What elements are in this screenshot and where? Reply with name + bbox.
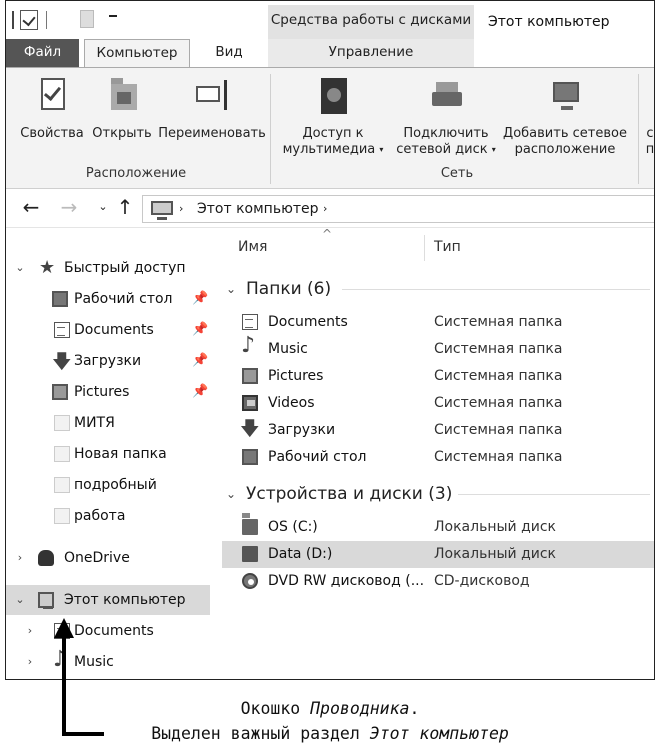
- desktop-icon: [242, 449, 258, 465]
- caption-line1-italic: Проводника: [310, 699, 410, 718]
- add-location-label-line2: расположение: [514, 142, 616, 157]
- list-item[interactable]: [222, 363, 655, 390]
- desktop-icon: [52, 291, 68, 307]
- computer-icon: [38, 592, 54, 608]
- navigation-pane: [6, 229, 210, 680]
- hard-drive-icon: [242, 546, 258, 562]
- open-icon: [102, 76, 142, 120]
- item-type: Локальный диск: [434, 546, 557, 562]
- nav-item-desktop[interactable]: [6, 284, 210, 314]
- picture-icon: [52, 384, 68, 400]
- nav-item-pc-music[interactable]: [6, 647, 210, 677]
- nav-item-label: OneDrive: [64, 550, 130, 566]
- document-icon: [242, 314, 258, 330]
- forward-arrow-icon[interactable]: →: [60, 195, 78, 219]
- explorer-window: [5, 0, 655, 680]
- document-icon: [54, 322, 70, 338]
- column-resize-handle[interactable]: [424, 235, 425, 261]
- nav-item-label: Music: [74, 654, 114, 670]
- item-type: CD-дисковод: [434, 573, 530, 589]
- chevron-right-icon[interactable]: ›: [27, 655, 33, 668]
- new-folder-quick-icon[interactable]: [80, 10, 94, 28]
- open-button[interactable]: [90, 76, 154, 142]
- nav-item-label: Documents: [74, 322, 154, 338]
- group-divider: [342, 289, 650, 290]
- group-label-location: Расположение: [85, 166, 187, 181]
- ribbon-group-divider: [270, 74, 271, 184]
- ribbon: [6, 67, 655, 189]
- up-arrow-icon[interactable]: ↑: [116, 195, 134, 219]
- tab-view[interactable]: Вид: [215, 44, 243, 60]
- group-label: Устройства и диски (3): [246, 484, 453, 504]
- item-name: Videos: [268, 395, 315, 411]
- address-bar: [6, 190, 655, 228]
- nav-item-label: Быстрый доступ: [64, 260, 186, 276]
- pin-icon[interactable]: 📌: [192, 322, 209, 337]
- item-type: Системная папка: [434, 449, 563, 465]
- list-item[interactable]: [222, 390, 655, 417]
- item-name: Documents: [268, 314, 348, 330]
- breadcrumb-chevron-icon[interactable]: ›: [323, 202, 328, 215]
- open-settings-button-partial[interactable]: [640, 76, 655, 158]
- nav-item-label: МИТЯ: [74, 415, 115, 431]
- quick-access-divider: [12, 11, 14, 29]
- add-location-label-line1: Добавить сетевое: [503, 126, 627, 141]
- list-item[interactable]: [222, 568, 655, 595]
- group-header-folders[interactable]: [222, 275, 655, 305]
- item-type: Системная папка: [434, 422, 563, 438]
- group-label-network: Сеть: [440, 166, 474, 181]
- chevron-down-icon: ▾: [379, 145, 384, 154]
- tab-file[interactable]: Файл: [6, 39, 79, 67]
- download-arrow-icon: [242, 422, 258, 438]
- map-drive-label-line2: сетевой диск: [396, 142, 488, 157]
- nav-item-label: Загрузки: [74, 353, 142, 369]
- item-name: Music: [268, 341, 308, 357]
- nav-item-pictures[interactable]: [6, 377, 210, 407]
- figure-caption: [110, 696, 550, 746]
- item-name: OS (C:): [268, 519, 318, 535]
- network-drive-icon: [426, 76, 466, 120]
- computer-icon: [151, 201, 173, 215]
- item-name: Загрузки: [268, 422, 336, 438]
- network-location-icon: [545, 76, 585, 120]
- item-name: Рабочий стол: [268, 449, 367, 465]
- system-drive-icon: [242, 519, 258, 535]
- rename-button[interactable]: [156, 76, 268, 142]
- media-access-button[interactable]: [272, 76, 394, 158]
- nav-item-label: Этот компьютер: [64, 592, 186, 608]
- nav-item-this-pc[interactable]: [6, 585, 210, 615]
- item-type: Локальный диск: [434, 519, 557, 535]
- list-item-selected[interactable]: [222, 541, 655, 568]
- properties-button[interactable]: [12, 76, 92, 142]
- cloud-icon: [38, 550, 54, 566]
- properties-icon: [32, 76, 72, 120]
- folder-icon: [54, 415, 70, 431]
- nav-item-label: подробный: [74, 477, 157, 493]
- item-name: Data (D:): [268, 546, 333, 562]
- sort-ascending-icon: ^: [322, 227, 333, 241]
- pin-icon[interactable]: 📌: [192, 353, 209, 368]
- group-header-devices[interactable]: [222, 480, 655, 510]
- nav-item-documents[interactable]: [6, 315, 210, 345]
- column-name[interactable]: Имя: [238, 239, 268, 255]
- nav-item-quick-access[interactable]: [6, 253, 210, 283]
- customize-toolbar-dropdown-icon[interactable]: [106, 9, 120, 29]
- chevron-down-icon[interactable]: ⌄: [226, 487, 237, 501]
- nav-item-onedrive[interactable]: [6, 543, 210, 573]
- media-access-label-line2: мультимедиа: [282, 142, 376, 157]
- pin-icon[interactable]: 📌: [192, 384, 209, 399]
- context-tab-header: Средства работы с дисками: [268, 5, 474, 39]
- recent-locations-chevron-icon[interactable]: ⌄: [98, 200, 108, 213]
- breadcrumb-this-pc[interactable]: Этот компьютер: [197, 201, 319, 217]
- rename-label: Переименовать: [158, 126, 266, 141]
- item-type: Системная папка: [434, 314, 563, 330]
- map-drive-label-line1: Подключить: [403, 126, 489, 141]
- nav-item-mitya[interactable]: [6, 408, 210, 438]
- chevron-down-icon[interactable]: ⌄: [226, 282, 237, 296]
- list-item[interactable]: [222, 309, 655, 336]
- annotation-arrow-head: [54, 618, 74, 638]
- music-note-icon: [242, 341, 258, 357]
- tab-manage[interactable]: Управление: [268, 39, 474, 67]
- file-list: [222, 229, 655, 680]
- chevron-down-icon: ▾: [491, 145, 496, 154]
- quick-access-separator: [46, 11, 47, 29]
- caption-line1-text: Окошко: [240, 699, 311, 718]
- address-field[interactable]: [142, 195, 655, 223]
- nav-item-label: работа: [74, 508, 126, 524]
- dvd-icon: [242, 573, 258, 589]
- chevron-right-icon[interactable]: ›: [17, 551, 23, 564]
- nav-item-label: Pictures: [74, 384, 130, 400]
- item-type: Системная папка: [434, 368, 563, 384]
- annotation-arrow-shaft: [62, 636, 66, 736]
- nav-item-pc-documents[interactable]: [6, 616, 210, 646]
- item-name: DVD RW дисковод (...: [268, 573, 425, 589]
- chevron-right-icon[interactable]: ›: [27, 624, 33, 637]
- partial-label-line2: п: [645, 142, 655, 157]
- title-bar: [6, 1, 655, 39]
- list-item[interactable]: [222, 417, 655, 444]
- nav-item-label: Новая папка: [74, 446, 167, 462]
- nav-item-detailed[interactable]: [6, 470, 210, 500]
- chevron-down-icon[interactable]: ⌄: [15, 593, 25, 606]
- partial-label-line1: с: [646, 126, 654, 141]
- film-icon: [242, 395, 258, 411]
- window-title: Этот компьютер: [488, 14, 610, 30]
- group-label: Папки (6): [246, 279, 332, 299]
- item-type: Системная папка: [434, 395, 563, 411]
- item-name: Pictures: [268, 368, 324, 384]
- open-label: Открыть: [92, 126, 152, 141]
- nav-item-new-folder[interactable]: [6, 439, 210, 469]
- caption-line2-italic: Этот компьютер: [369, 724, 509, 743]
- tab-computer[interactable]: Компьютер: [84, 39, 190, 68]
- list-item[interactable]: [222, 444, 655, 471]
- folder-icon: [54, 446, 70, 462]
- back-arrow-icon[interactable]: ←: [22, 195, 40, 219]
- properties-quick-icon[interactable]: [20, 10, 38, 30]
- chevron-down-icon[interactable]: ⌄: [15, 261, 25, 274]
- folder-icon: [54, 477, 70, 493]
- add-network-location-button[interactable]: [500, 76, 630, 158]
- download-arrow-icon: [54, 353, 70, 369]
- list-item[interactable]: [222, 336, 655, 363]
- pin-icon[interactable]: 📌: [192, 291, 209, 306]
- group-divider: [458, 494, 650, 495]
- picture-icon: [242, 368, 258, 384]
- column-header: [222, 229, 655, 267]
- nav-item-label: Рабочий стол: [74, 291, 173, 307]
- caption-line2-text: Выделен важный раздел: [151, 724, 370, 743]
- nav-item-work[interactable]: [6, 501, 210, 531]
- caption-line1-end: .: [409, 699, 420, 718]
- nav-item-label: Documents: [74, 623, 154, 639]
- folder-icon: [54, 508, 70, 524]
- annotation-arrow-foot: [62, 732, 104, 736]
- list-item[interactable]: [222, 514, 655, 541]
- media-server-icon: [313, 76, 353, 120]
- media-access-label-line1: Доступ к: [302, 126, 364, 141]
- ribbon-tabs: [6, 39, 655, 67]
- properties-label: Свойства: [20, 126, 84, 141]
- item-type: Системная папка: [434, 341, 563, 357]
- breadcrumb-chevron-icon[interactable]: ›: [179, 202, 184, 215]
- column-type[interactable]: Тип: [434, 239, 461, 255]
- rename-icon: [192, 76, 232, 120]
- map-network-drive-button[interactable]: [394, 76, 498, 158]
- star-icon: [40, 260, 56, 276]
- nav-item-downloads[interactable]: [6, 346, 210, 376]
